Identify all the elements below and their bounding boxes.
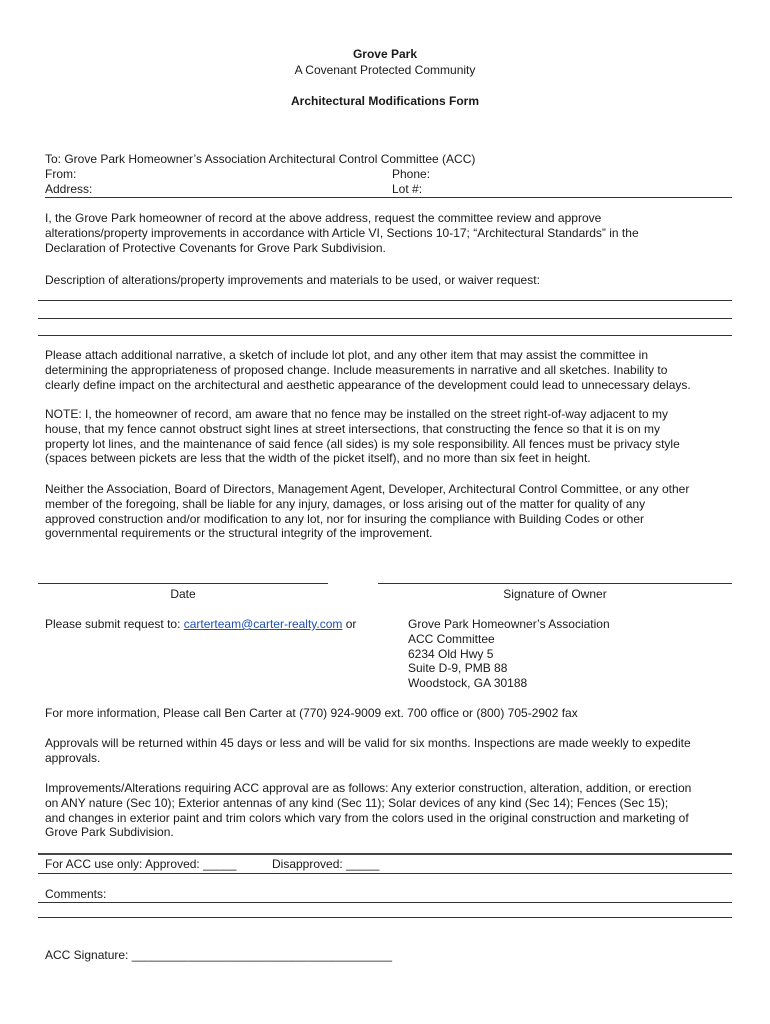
acc-approved-field[interactable]: For ACC use only: Approved: _____ xyxy=(45,857,237,871)
fence-note-paragraph: NOTE: I, the homeowner of record, am aware that no fence may be installed on the street right-of-way adjacent to my house, that my fence cannot obstruct sight lines at street intersections, that constructing the fence so that it is on my property lot lines, and the maintenance of said fence (all sides) is my sole responsibility. All fences must be privacy style (spaces between pickets are less that the width of the picket itself), and no more than six feet in height. xyxy=(45,407,680,466)
submit-line xyxy=(45,617,356,632)
submit-suffix: or xyxy=(342,617,357,631)
acc-disapproved-field[interactable]: Disapproved: _____ xyxy=(272,857,380,871)
owner-signature-label: Signature of Owner xyxy=(503,587,607,601)
from-label: From: xyxy=(45,167,77,181)
owner-signature-line[interactable] xyxy=(378,583,732,584)
submit-email-link[interactable]: carterteam@carter-realty.com xyxy=(183,617,343,631)
to-line: To: Grove Park Homeowner’s Association Architectural Control Committee (ACC) xyxy=(45,152,476,166)
description-line-2[interactable] xyxy=(38,318,732,319)
comments-label: Comments: xyxy=(45,887,107,901)
comments-line-1[interactable] xyxy=(38,902,732,903)
approvals-paragraph: Approvals will be returned within 45 days or less and will be valid for six months. Inspections are made weekly to expedite approvals. xyxy=(45,736,691,765)
description-prompt: Description of alterations/property improvements and materials to be used, or waiver request: xyxy=(45,273,540,287)
contact-info-line: For more information, Please call Ben Carter at (770) 924-9009 ext. 700 office or (800) 705-2902 fax xyxy=(45,706,578,720)
acc-section-divider xyxy=(38,853,732,855)
date-label: Date xyxy=(170,587,196,601)
document-subtitle: A Covenant Protected Community xyxy=(294,63,476,77)
description-line-3[interactable] xyxy=(38,335,732,336)
description-line-1[interactable] xyxy=(38,300,732,301)
attach-paragraph: Please attach additional narrative, a sketch of include lot plot, and any other item that may assist the committee in determining the appropriateness of proposed change. Include measurements in narrative and all sketches. Inability to clearly define impact on the architectural and aesthetic appearance of the development could lead to unnecessary delays. xyxy=(45,348,691,392)
address-underline xyxy=(45,197,732,198)
lot-label: Lot #: xyxy=(392,182,423,196)
improvements-paragraph: Improvements/Alterations requiring ACC approval are as follows: Any exterior construction, alteration, addition, or erection on ANY nature (Sec 10); Exterior antennas of any kind (Sec 11); Solar devices of any kind (Sec 14); Fences (Sec 15); and changes in exterior paint and trim colors which vary from the colors used in the original construction and marketing of Grove Park Subdivision. xyxy=(45,781,692,840)
form-title: Architectural Modifications Form xyxy=(290,94,480,108)
document-title: Grove Park xyxy=(352,47,418,61)
address-label: Address: xyxy=(45,182,93,196)
phone-label: Phone: xyxy=(392,167,431,181)
mailing-address: Grove Park Homeowner’s Association ACC Committee 6234 Old Hwy 5 Suite D-9, PMB 88 Woodstock, GA 30188 xyxy=(408,617,610,691)
submit-prefix: Please submit request to: xyxy=(45,617,184,631)
date-line[interactable] xyxy=(38,583,328,584)
request-paragraph: I, the Grove Park homeowner of record at the above address, request the committee review and approve alterations/property improvements in accordance with Article VI, Sections 10-17; “Architectural Standards” in the Declaration of Protective Covenants for Grove Park Subdivision. xyxy=(45,211,639,255)
acc-signature-field[interactable]: ACC Signature: _______________________________________ xyxy=(45,948,392,962)
acc-approval-underline xyxy=(38,873,732,874)
liability-paragraph: Neither the Association, Board of Directors, Management Agent, Developer, Architectural Control Committee, or any other member of the foregoing, shall be liable for any injury, damages, or loss arising out of the matter for quality of any approved construction and/or modification to any lot, nor for insuring the compliance with Building Codes or other governmental requirements or the structural integrity of the improvement. xyxy=(45,482,690,541)
comments-line-2[interactable] xyxy=(38,917,732,918)
